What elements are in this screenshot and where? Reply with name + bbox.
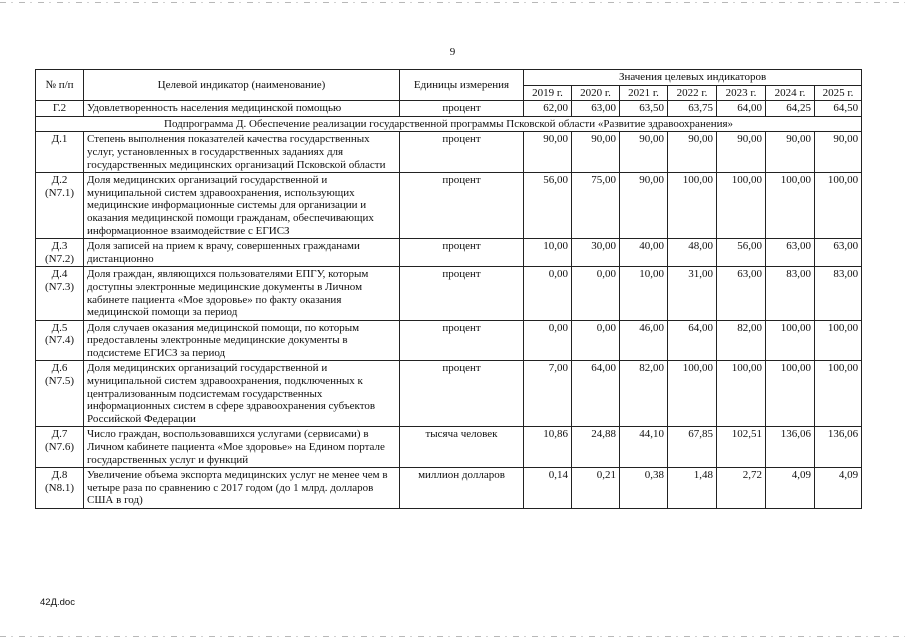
row-value: 31,00: [668, 267, 717, 320]
row-unit: тысяча человек: [400, 427, 524, 468]
scan-edge-top: [0, 2, 905, 3]
row-value: 64,00: [717, 101, 766, 117]
row-num: Д.5 (N7.4): [36, 320, 84, 361]
header-values: Значения целевых индикаторов: [524, 70, 862, 86]
row-value: 100,00: [815, 361, 862, 427]
row-value: 100,00: [766, 173, 815, 239]
row-value: 10,00: [524, 239, 572, 267]
row-unit: процент: [400, 239, 524, 267]
row-num: Д.7 (N7.6): [36, 427, 84, 468]
table-row: [36, 132, 862, 173]
table-row: [36, 468, 862, 509]
row-value: 90,00: [572, 132, 620, 173]
row-value: 83,00: [815, 267, 862, 320]
subprogram-title: Подпрограмма Д. Обеспечение реализации государственной программы Псковской области «Развитие здравоохранения»: [36, 116, 862, 132]
row-value: 100,00: [766, 320, 815, 361]
row-value: 2,72: [717, 468, 766, 509]
row-value: 64,00: [668, 320, 717, 361]
row-value: 100,00: [815, 173, 862, 239]
row-num: Д.1: [36, 132, 84, 173]
row-value: 44,10: [620, 427, 668, 468]
row-name: Увеличение объема экспорта медицинских услуг не менее чем в четыре раза по сравнению с 2017 годом (до 1 млрд. долларов США в год): [84, 468, 400, 509]
row-value: 75,00: [572, 173, 620, 239]
row-value: 136,06: [815, 427, 862, 468]
row-value: 90,00: [620, 132, 668, 173]
row-value: 136,06: [766, 427, 815, 468]
row-value: 63,00: [572, 101, 620, 117]
header-year: 2025 г.: [815, 85, 862, 101]
row-num: Д.8 (N8.1): [36, 468, 84, 509]
row-value: 90,00: [766, 132, 815, 173]
row-value: 0,14: [524, 468, 572, 509]
row-value: 90,00: [620, 173, 668, 239]
header-num: № п/п: [36, 70, 84, 101]
table-row: [36, 320, 862, 361]
row-value: 100,00: [717, 173, 766, 239]
header-year: 2023 г.: [717, 85, 766, 101]
row-value: 100,00: [766, 361, 815, 427]
row-num: Д.4 (N7.3): [36, 267, 84, 320]
table-row: [36, 173, 862, 239]
row-value: 67,85: [668, 427, 717, 468]
row-value: 30,00: [572, 239, 620, 267]
row-value: 82,00: [717, 320, 766, 361]
row-unit: процент: [400, 361, 524, 427]
row-value: 64,50: [815, 101, 862, 117]
row-value: 102,51: [717, 427, 766, 468]
row-value: 0,00: [524, 267, 572, 320]
row-value: 0,00: [524, 320, 572, 361]
table-row: [36, 239, 862, 267]
row-value: 63,00: [815, 239, 862, 267]
table-row-g2: [36, 101, 862, 117]
row-value: 90,00: [668, 132, 717, 173]
row-value: 40,00: [620, 239, 668, 267]
row-num: Д.3 (N7.2): [36, 239, 84, 267]
row-name: Доля медицинских организаций государственной и муниципальной систем здравоохранения, подключенных к централизованным подсистемам государственных информационных систем в сфере здравоохранения субъектов Российской Федерации: [84, 361, 400, 427]
row-value: 64,25: [766, 101, 815, 117]
row-unit: процент: [400, 320, 524, 361]
row-value: 90,00: [815, 132, 862, 173]
row-value: 83,00: [766, 267, 815, 320]
row-value: 82,00: [620, 361, 668, 427]
row-unit: процент: [400, 173, 524, 239]
row-value: 56,00: [717, 239, 766, 267]
table-row: [36, 267, 862, 320]
row-value: 100,00: [668, 173, 717, 239]
row-unit: процент: [400, 132, 524, 173]
row-value: 63,00: [766, 239, 815, 267]
row-value: 63,75: [668, 101, 717, 117]
subprogram-row: [36, 116, 862, 132]
row-num: Д.6 (N7.5): [36, 361, 84, 427]
row-value: 7,00: [524, 361, 572, 427]
row-value: 48,00: [668, 239, 717, 267]
header-year: 2019 г.: [524, 85, 572, 101]
row-value: 90,00: [524, 132, 572, 173]
row-unit: процент: [400, 101, 524, 117]
table-row: [36, 361, 862, 427]
row-value: 0,00: [572, 267, 620, 320]
row-value: 0,21: [572, 468, 620, 509]
row-value: 1,48: [668, 468, 717, 509]
row-value: 56,00: [524, 173, 572, 239]
row-unit: процент: [400, 267, 524, 320]
row-name: Число граждан, воспользовавшихся услугами (сервисами) в Личном кабинете пациента «Мое здоровье» на Едином портале государственных услуг и функций: [84, 427, 400, 468]
row-value: 100,00: [717, 361, 766, 427]
row-value: 10,00: [620, 267, 668, 320]
row-value: 62,00: [524, 101, 572, 117]
row-name: Доля записей на прием к врачу, совершенных гражданами дистанционно: [84, 239, 400, 267]
row-value: 10,86: [524, 427, 572, 468]
footer-filename: 42Д.doc: [40, 597, 75, 608]
row-name: Доля случаев оказания медицинской помощи, по которым предоставлены электронные медицинские документы в подсистеме ЕГИСЗ за период: [84, 320, 400, 361]
row-unit: миллион долларов: [400, 468, 524, 509]
row-name: Степень выполнения показателей качества государственных услуг, установленных в государственных заданиях для государственных медицинских организаций Псковской области: [84, 132, 400, 173]
row-value: 46,00: [620, 320, 668, 361]
row-value: 64,00: [572, 361, 620, 427]
row-value: 0,38: [620, 468, 668, 509]
page-number: 9: [449, 46, 456, 58]
row-value: 0,00: [572, 320, 620, 361]
row-name: Доля граждан, являющихся пользователями ЕПГУ, которым доступны электронные медицинские документы в Личном кабинете пациента «Мое здоровье» по факту оказания медицинской помощи за период: [84, 267, 400, 320]
row-name: Удовлетворенность населения медицинской помощью: [84, 101, 400, 117]
row-value: 90,00: [717, 132, 766, 173]
target-indicators-table: [35, 69, 862, 509]
header-year: 2021 г.: [620, 85, 668, 101]
row-value: 63,50: [620, 101, 668, 117]
table-row: [36, 427, 862, 468]
row-value: 4,09: [766, 468, 815, 509]
scan-edge-bottom: [0, 636, 905, 637]
header-unit: Единицы измерения: [400, 70, 524, 101]
row-num: Г.2: [36, 101, 84, 117]
row-name: Доля медицинских организаций государственной и муниципальной систем здравоохранения, использующих медицинские информационные системы для организации и оказания медицинской помощи гражданам, обеспечивающих информационное взаимодействие с ЕГИСЗ: [84, 173, 400, 239]
row-value: 24,88: [572, 427, 620, 468]
header-year: 2020 г.: [572, 85, 620, 101]
row-value: 100,00: [815, 320, 862, 361]
row-value: 4,09: [815, 468, 862, 509]
row-value: 100,00: [668, 361, 717, 427]
header-year: 2024 г.: [766, 85, 815, 101]
header-row: [36, 70, 862, 86]
row-num: Д.2 (N7.1): [36, 173, 84, 239]
header-indicator: Целевой индикатор (наименование): [84, 70, 400, 101]
row-value: 63,00: [717, 267, 766, 320]
header-year: 2022 г.: [668, 85, 717, 101]
